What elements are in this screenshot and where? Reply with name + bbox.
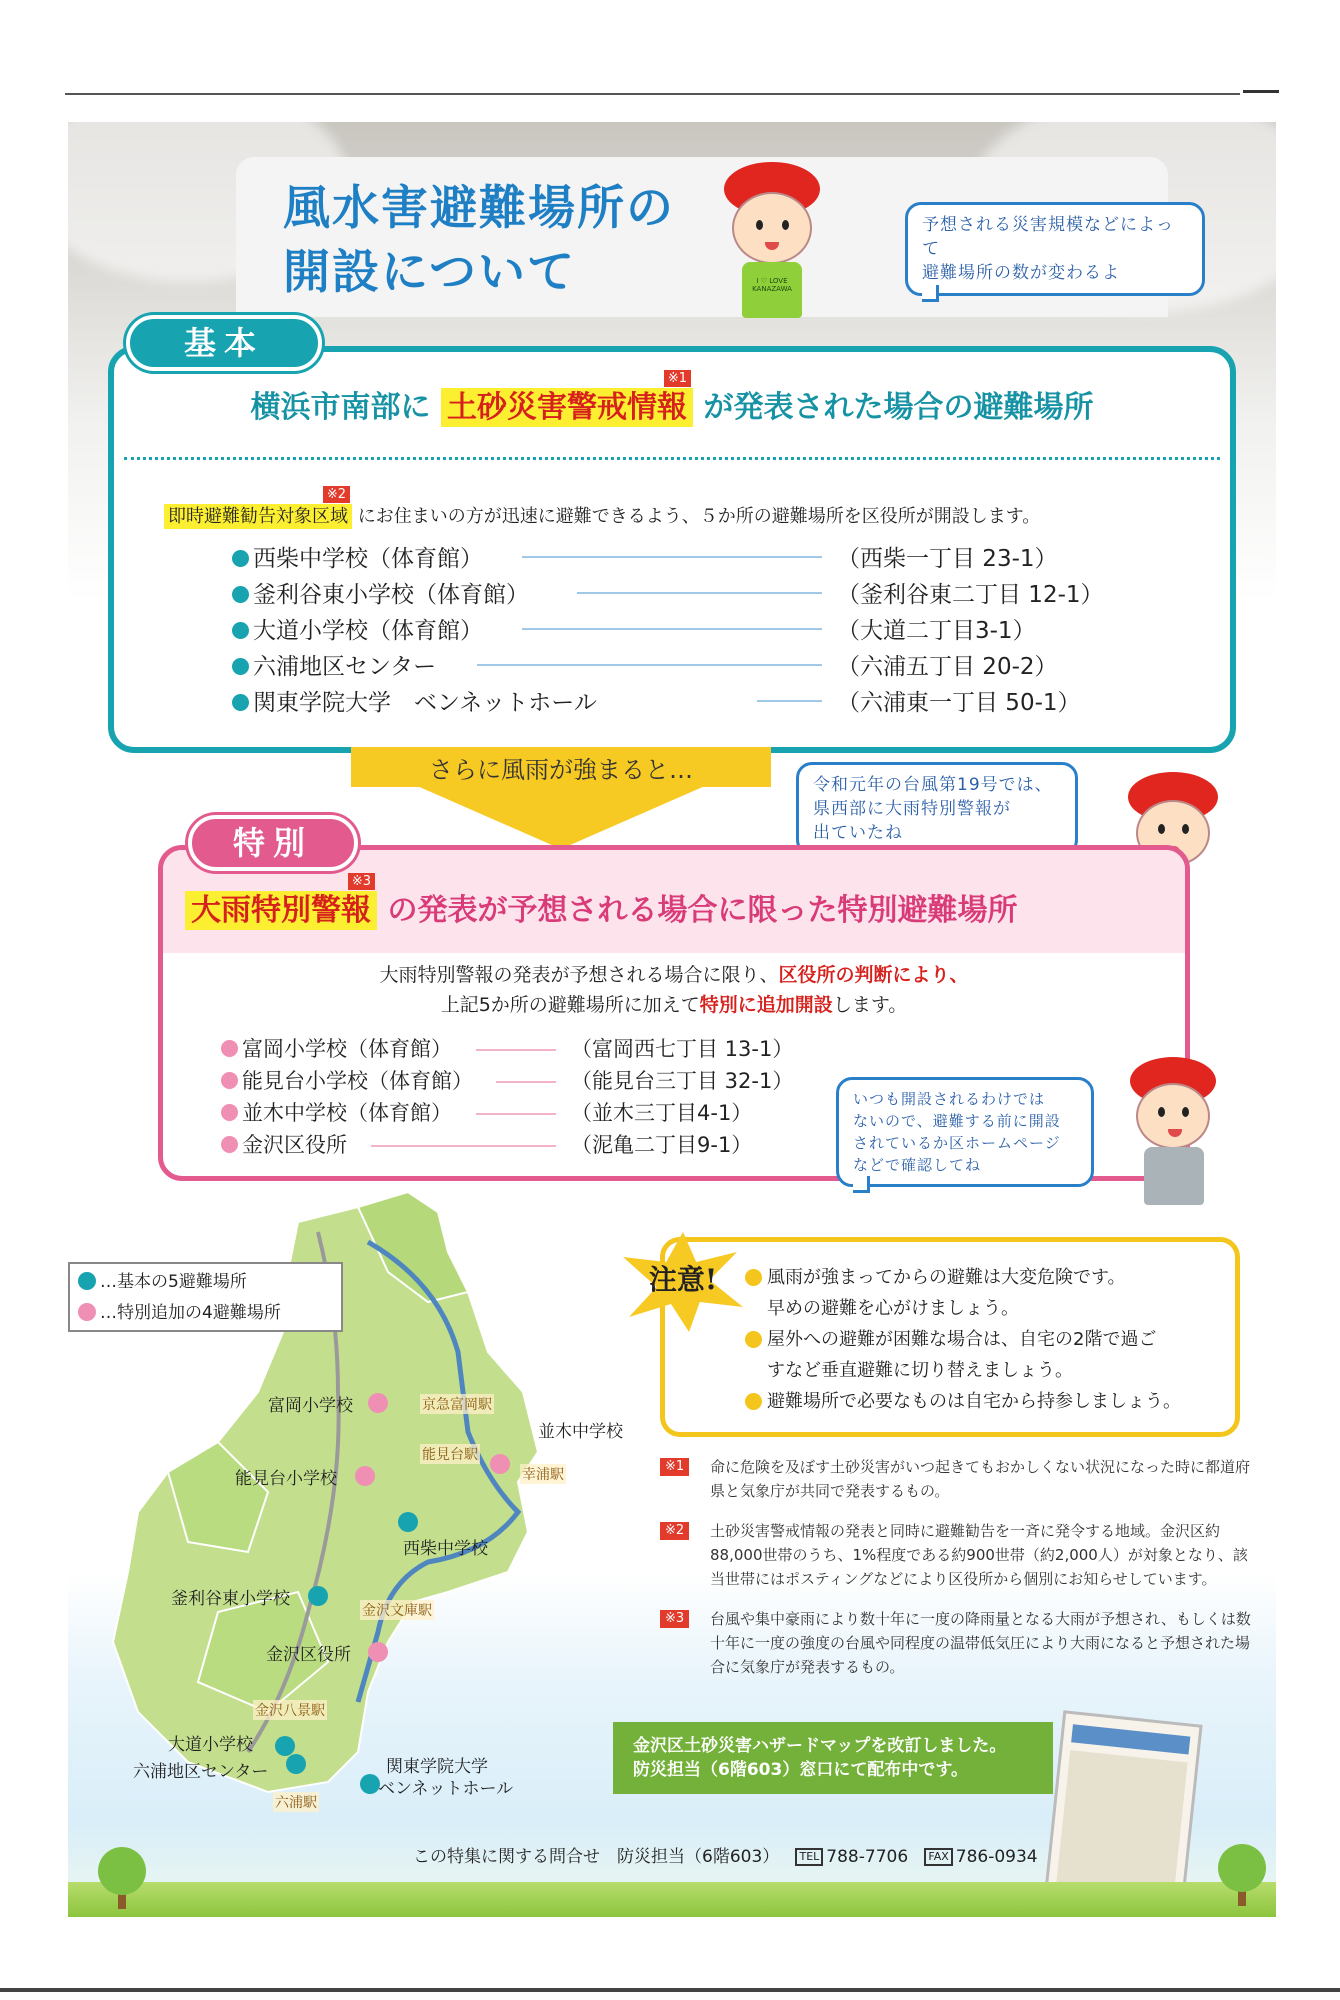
hazard-map-notice: [613, 1722, 1053, 1794]
site-name: 大道小学校（体育館）: [253, 618, 483, 644]
footnote-mark: ※3: [660, 1610, 689, 1628]
footnote-mark: ※2: [660, 1522, 689, 1540]
legend-special-label: …特別追加の4避難場所: [100, 1303, 281, 1323]
title-line-1: 風水害避難場所の: [283, 181, 675, 236]
station-label-mutsuura: 六浦駅: [273, 1792, 319, 1812]
basic-heading-prefix: 横浜市南部に: [250, 390, 431, 425]
map-dot-daido: [275, 1736, 295, 1756]
special-lead-2-suffix: します。: [832, 994, 908, 1016]
contact-label: この特集に関する問合せ 防災担当（6階603）: [413, 1847, 780, 1867]
bubble-2-line-2: 県西部に大雨特別警報が: [813, 799, 1011, 819]
basic-lead: [164, 487, 1041, 528]
hazard-line-2: 防災担当（6階603）窓口にて配布中です。: [633, 1760, 968, 1780]
map-label-kanto-2: ベンネットホール: [378, 1779, 514, 1799]
caution-box: [660, 1237, 1240, 1437]
map-dot-namiki: [490, 1454, 510, 1474]
site-name: 能見台小学校（体育館）: [242, 1069, 473, 1093]
site-address: （能見台三丁目 32-1）: [571, 1069, 794, 1093]
map-legend: [68, 1262, 343, 1332]
note-mark-3: ※3: [348, 873, 375, 890]
basic-site-dot: [232, 622, 249, 639]
basic-site-dot: [232, 658, 249, 675]
bottom-rule: [0, 1988, 1340, 1992]
special-heading-highlight: [185, 874, 377, 930]
footnote-mark: ※1: [660, 1458, 689, 1476]
caution-item: [745, 1324, 1181, 1355]
title-line-2: 開設について: [283, 245, 577, 300]
special-lead-1-emphasis: 区役所の判断により、: [778, 964, 969, 986]
mascot-staff: [1118, 1057, 1228, 1207]
speech-bubble-1: [905, 202, 1205, 296]
note-mark-2: ※2: [323, 486, 350, 503]
caution-item-text: 早めの避難を心がけましょう。: [767, 1298, 1019, 1319]
map-label-kuyakusho: 金沢区役所: [266, 1645, 351, 1665]
caution-item-cont: [745, 1355, 1181, 1386]
caution-title: 注意!: [648, 1263, 718, 1296]
phone-icon: TEL: [795, 1848, 823, 1866]
basic-heading-highlight-text: 土砂災害警戒情報: [447, 390, 687, 425]
map-label-mutsuura-center: 六浦地区センター: [133, 1762, 269, 1782]
caution-item: [745, 1262, 1181, 1293]
special-site: [221, 1065, 821, 1097]
map-label-tomioka: 富岡小学校: [268, 1396, 353, 1416]
special-lead-1: 大雨特別警報の発表が予想される場合に限り、: [379, 964, 779, 986]
caution-item-cont: [745, 1293, 1181, 1324]
footnote-text: 命に危険を及ぼす土砂災害がいつ起きてもおかしくない状況になった時に都道府県と気象庁が共同で発表するもの。: [710, 1458, 1251, 1500]
special-heading-highlight-text: 大雨特別警報: [191, 893, 371, 928]
special-site: [221, 1097, 821, 1129]
station-label-noukendai: 能見台駅: [420, 1444, 480, 1464]
bubble-2-line-1: 令和元年の台風第19号では、: [813, 775, 1053, 795]
legend-special: [78, 1298, 333, 1329]
site-name: 関東学院大学 ベンネットホール: [253, 690, 597, 716]
mascot-shirt-text: I ♡ LOVE KANAZAWA: [752, 277, 792, 293]
special-site: [221, 1033, 821, 1065]
site-address: （六浦五丁目 20-2）: [837, 654, 1058, 680]
contact-fax: 786-0934: [955, 1847, 1038, 1867]
footnote: [660, 1519, 1260, 1591]
caution-burst: [623, 1232, 743, 1332]
special-site-dot: [221, 1136, 238, 1153]
arrow-text: さらに風雨が強まると…: [429, 756, 693, 784]
basic-site: [232, 576, 1192, 612]
page-title: [283, 177, 723, 305]
map-dot-kamariya: [308, 1586, 328, 1606]
legend-special-dot: [78, 1303, 96, 1321]
basic-site-dot: [232, 586, 249, 603]
map-label-kamariya: 釜利谷東小学校: [171, 1589, 290, 1609]
special-site-dot: [221, 1040, 238, 1057]
bubble-3-line-2: ないので、避難する前に開設: [853, 1112, 1061, 1130]
site-name: 金沢区役所: [242, 1133, 347, 1157]
map-label-kanto-1: 関東学院大学: [386, 1757, 488, 1777]
bubble-1-line-1: 予想される災害規模などによって: [922, 215, 1174, 259]
map-dot-kanto: [360, 1774, 380, 1794]
caution-item-text: 風雨が強まってからの避難は大変危険です。: [767, 1267, 1126, 1288]
station-label-hakkei: 金沢八景駅: [253, 1700, 327, 1720]
caution-item-text: 避難場所で必要なものは自宅から持参しましょう。: [767, 1391, 1181, 1412]
map-dot-mutsuura-center: [286, 1754, 306, 1774]
basic-heading: [114, 371, 1230, 426]
station-label-sachiura: 幸浦駅: [520, 1464, 566, 1484]
footnote-text: 台風や集中豪雨により数十年に一度の降雨量となる大雨が予想され、もしくは数十年に一度の強度の台風や同程度の温帯低気圧により大雨になると予想された場合に気象庁が発表するもの。: [710, 1610, 1251, 1676]
special-site-dot: [221, 1072, 238, 1089]
contact-tel: 788-7706: [826, 1847, 909, 1867]
basic-tag: 基本: [126, 315, 322, 371]
basic-lead-text: にお住まいの方が迅速に避難できるよう、５か所の避難場所を区役所が開設します。: [357, 506, 1041, 527]
caution-item: [745, 1386, 1181, 1417]
special-tag: 特別: [188, 815, 358, 871]
bubble-3-line-4: などで確認してね: [853, 1156, 982, 1174]
special-site-list: [221, 1033, 821, 1161]
basic-site-list: [232, 540, 1192, 720]
site-name: 釜利谷東小学校（体育館）: [253, 582, 529, 608]
site-name: 並木中学校（体育館）: [242, 1101, 452, 1125]
fax-icon: FAX: [924, 1848, 952, 1866]
site-address: （富岡西七丁目 13-1）: [571, 1037, 794, 1061]
map-dot-tomioka: [368, 1393, 388, 1413]
map-label-namiki: 並木中学校: [538, 1422, 623, 1442]
special-lead-2-emphasis: 特別に追加開設: [699, 994, 833, 1016]
bubble-2-line-3: 出ていたね: [813, 823, 903, 843]
basic-site: [232, 540, 1192, 576]
speech-bubble-2: [796, 762, 1078, 856]
site-name: 富岡小学校（体育館）: [242, 1037, 452, 1061]
special-lead-2: 上記5か所の避難場所に加えて: [440, 994, 700, 1016]
basic-heading-highlight: [441, 371, 693, 427]
caution-item-text: 屋外への避難が困難な場合は、自宅の2階で過ご: [767, 1329, 1157, 1350]
legend-basic-label: …基本の5避難場所: [100, 1272, 247, 1292]
map-dot-kuyakusho: [368, 1642, 388, 1662]
speech-bubble-3: [836, 1077, 1094, 1187]
basic-lead-highlight-text: 即時避難勧告対象区域: [168, 506, 348, 527]
basic-box: [108, 346, 1236, 753]
special-heading: [185, 874, 1018, 929]
basic-site: [232, 648, 1192, 684]
bubble-3-line-3: されているか区ホームページ: [853, 1134, 1061, 1152]
footnote-text: 土砂災害警戒情報の発表と同時に避難勧告を一斉に発令する地域。金沢区約88,000世帯のうち、1%程度である約900世帯（約2,000人）が対象となり、該当世帯にはポスティングなどにより区役所から個別にお知らせしています。: [710, 1522, 1248, 1588]
top-rule-end: [1243, 90, 1279, 93]
site-address: （六浦東一丁目 50-1）: [837, 690, 1081, 716]
site-address: （釜利谷東二丁目 12-1）: [837, 582, 1104, 608]
grass-strip: [68, 1882, 1276, 1917]
basic-site-dot: [232, 550, 249, 567]
basic-heading-suffix: が発表された場合の避難場所: [703, 390, 1094, 425]
site-address: （西柴一丁目 23-1）: [837, 546, 1058, 572]
caution-item-text: すなど垂直避難に切り替えましょう。: [767, 1360, 1073, 1381]
bubble-1-line-2: 避難場所の数が変わるよ: [922, 263, 1120, 283]
site-address: （泥亀二丁目9-1）: [571, 1133, 753, 1157]
site-address: （大道二丁目3-1）: [837, 618, 1036, 644]
bubble-3-line-1: いつも開設されるわけでは: [853, 1090, 1046, 1108]
station-label-tomioka: 京急富岡駅: [420, 1394, 494, 1414]
basic-divider: [124, 457, 1220, 460]
special-lead: [163, 960, 1185, 1020]
special-heading-suffix: の発表が予想される場合に限った特別避難場所: [387, 893, 1018, 928]
contact-line: [413, 1842, 1038, 1867]
map-label-noukendai: 能見台小学校: [235, 1469, 337, 1489]
special-site: [221, 1129, 821, 1161]
site-name: 西柴中学校（体育館）: [253, 546, 483, 572]
map-label-nishishiba: 西柴中学校: [403, 1539, 488, 1559]
station-label-bunko: 金沢文庫駅: [360, 1600, 434, 1620]
caution-list: [745, 1262, 1181, 1417]
basic-site: [232, 684, 1192, 720]
footnote: [660, 1455, 1260, 1503]
note-mark-1: ※1: [664, 370, 691, 387]
map-dot-noukendai: [355, 1466, 375, 1486]
top-rule: [65, 93, 1240, 95]
site-address: （並木三丁目4-1）: [571, 1101, 753, 1125]
special-site-dot: [221, 1104, 238, 1121]
footnote: [660, 1607, 1260, 1679]
legend-basic: [78, 1267, 333, 1298]
footnotes: [660, 1455, 1260, 1695]
site-name: 六浦地区センター: [253, 654, 437, 680]
hazard-line-1: 金沢区土砂災害ハザードマップを改訂しました。: [633, 1736, 1007, 1756]
page: [68, 122, 1276, 1917]
basic-site-dot: [232, 694, 249, 711]
map-label-daido: 大道小学校: [168, 1735, 253, 1755]
basic-lead-highlight: [164, 487, 352, 529]
map-dot-nishishiba: [398, 1512, 418, 1532]
mascot-pointing: [708, 162, 838, 332]
legend-basic-dot: [78, 1272, 96, 1290]
basic-site: [232, 612, 1192, 648]
